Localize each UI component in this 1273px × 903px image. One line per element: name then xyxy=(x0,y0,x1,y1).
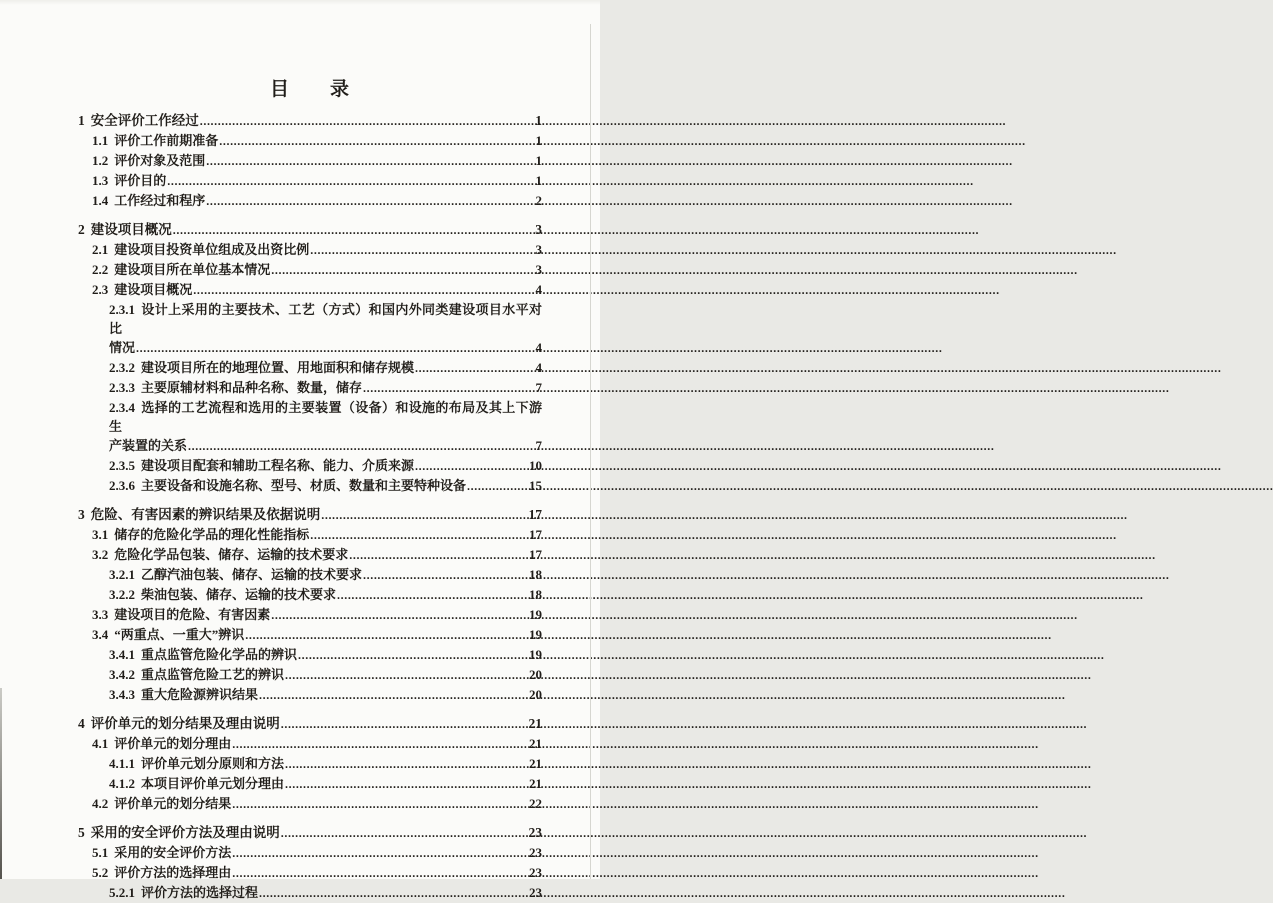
dot-leader xyxy=(167,171,534,191)
toc-entry-number: 2.3 xyxy=(92,282,109,297)
scanned-document-page xyxy=(0,0,600,900)
toc-entry-number: 4 xyxy=(78,716,85,731)
toc-entry-number: 2.3.6 xyxy=(109,478,135,493)
toc-entry-number: 3.2 xyxy=(92,547,109,562)
toc-entry-number: 5 xyxy=(78,825,85,840)
toc-entry-title: 采用的安全评价方法及理由说明 xyxy=(90,825,280,840)
toc-entry xyxy=(78,754,542,774)
toc-page-number: 1 xyxy=(535,113,542,128)
toc-page-number: 4 xyxy=(535,360,542,375)
dot-leader xyxy=(310,240,534,260)
toc-entry-number: 4.1.1 xyxy=(109,756,135,771)
dot-leader xyxy=(206,151,534,171)
toc-entry-number: 3 xyxy=(78,507,85,522)
toc-entry-title: 评价工作前期准备 xyxy=(114,133,219,148)
toc-page-number: 19 xyxy=(529,607,542,622)
toc-entry-number: 1.1 xyxy=(92,133,109,148)
toc-page-number: 7 xyxy=(535,438,542,453)
toc-page-number: 23 xyxy=(529,865,542,880)
toc-entry-number: 5.2.1 xyxy=(109,885,135,900)
toc-page-number: 23 xyxy=(529,845,542,860)
toc-entry-number: 2.1 xyxy=(92,242,109,257)
toc-entry xyxy=(78,111,542,131)
toc-entry-number: 3.4.2 xyxy=(109,667,135,682)
toc-entry xyxy=(78,280,542,300)
scan-edge-left-bottom xyxy=(0,688,2,879)
toc-page-number: 23 xyxy=(529,885,542,900)
toc-entry xyxy=(78,685,542,705)
toc-entry-number: 1.2 xyxy=(92,153,109,168)
toc-entry-title: 建设项目所在的地理位置、用地面积和储存规模 xyxy=(141,360,415,375)
toc-page-number: 17 xyxy=(529,547,542,562)
toc-entry xyxy=(78,151,542,171)
toc-page-number: 1 xyxy=(535,133,542,148)
toc-entry-title: 重大危险源辨识结果 xyxy=(141,687,259,702)
toc-page-number: 2 xyxy=(535,193,542,208)
toc-entry-title: 柴油包装、储存、运输的技术要求 xyxy=(141,587,337,602)
toc-entry xyxy=(78,456,542,476)
dot-leader xyxy=(310,525,528,545)
toc-entry xyxy=(78,625,542,645)
page-title: 目 录 xyxy=(269,79,350,100)
toc-page-number: 7 xyxy=(535,380,542,395)
toc-entry-number: 4.2 xyxy=(92,796,109,811)
dot-leader xyxy=(206,191,534,211)
toc-page-number: 3 xyxy=(535,262,542,277)
dot-leader xyxy=(349,545,528,565)
toc-entry xyxy=(78,883,542,903)
toc-entry-title: 建设项目所在单位基本情况 xyxy=(114,262,271,277)
toc-entry-number: 1 xyxy=(78,113,85,128)
toc-entry-number: 4.1 xyxy=(92,736,109,751)
toc-entry-number: 4.1.2 xyxy=(109,776,135,791)
dot-leader xyxy=(337,585,528,605)
toc-entry-number: 3.1 xyxy=(92,527,109,542)
toc-entry-continuation xyxy=(78,436,542,456)
toc-entry-title: 评价方法的选择过程 xyxy=(141,885,259,900)
toc-entry-number: 2.3.3 xyxy=(109,380,135,395)
toc-entry-title: 采用的安全评价方法 xyxy=(114,845,232,860)
toc-entry-number: 2.3.1 xyxy=(109,302,135,317)
toc-page-number: 19 xyxy=(529,647,542,662)
toc-entry-number: 1.4 xyxy=(92,193,109,208)
toc-entry-title: 评价方法的选择理由 xyxy=(114,865,232,880)
toc-entry-title: 建设项目的危险、有害因素 xyxy=(114,607,271,622)
toc-entry-number: 3.2.2 xyxy=(109,587,135,602)
scan-edge-right xyxy=(590,24,591,879)
toc-page-number: 21 xyxy=(529,776,542,791)
toc-page-number: 15 xyxy=(529,478,542,493)
dot-leader xyxy=(415,456,528,476)
dot-leader xyxy=(232,734,528,754)
toc-entry-title: 设计上采用的主要技术、工艺（方式）和国内外同类建设项目水平对比 xyxy=(109,302,542,336)
toc-entry-title: 评价单元的划分理由 xyxy=(114,736,232,751)
toc-entry-title: 建设项目概况 xyxy=(114,282,193,297)
dot-leader xyxy=(259,685,528,705)
toc-entry xyxy=(78,300,542,338)
dot-leader xyxy=(285,665,528,685)
toc-entry xyxy=(78,605,542,625)
toc-page-number: 18 xyxy=(529,567,542,582)
toc-entry-number: 3.4.1 xyxy=(109,647,135,662)
toc-page-number: 3 xyxy=(535,222,542,237)
toc-page-number: 3 xyxy=(535,242,542,257)
toc-entry-number: 3.4.3 xyxy=(109,687,135,702)
toc-entry-number: 2.3.5 xyxy=(109,458,135,473)
toc-entry-title: 建设项目投资单位组成及出资比例 xyxy=(114,242,310,257)
toc-entry-number: 3.3 xyxy=(92,607,109,622)
dot-leader xyxy=(363,378,534,398)
toc-entry-title: 评价目的 xyxy=(114,173,167,188)
dot-leader xyxy=(321,505,527,525)
toc-entry-number: 3.2.1 xyxy=(109,567,135,582)
toc-entry-number: 1.3 xyxy=(92,173,109,188)
toc-entry-number: 2.3.4 xyxy=(109,400,135,415)
toc-page-number: 10 xyxy=(529,458,542,473)
dot-leader xyxy=(259,883,528,903)
dot-leader xyxy=(363,565,528,585)
toc-page-number: 20 xyxy=(529,667,542,682)
toc-entry-title: 安全评价工作经过 xyxy=(90,113,199,128)
dot-leader xyxy=(271,605,528,625)
toc-entry-title: 评价单元的划分结果 xyxy=(114,796,232,811)
toc-entry-title: 评价对象及范围 xyxy=(114,153,206,168)
toc-entry-title: 危险化学品包装、储存、运输的技术要求 xyxy=(114,547,349,562)
dot-leader xyxy=(200,111,535,131)
toc-entry-title: 重点监管危险工艺的辨识 xyxy=(141,667,285,682)
toc-entry xyxy=(78,774,542,794)
toc-entry-title: “两重点、一重大”辨识 xyxy=(114,627,245,642)
toc-entry xyxy=(78,863,542,883)
toc-entry-title: 建设项目概况 xyxy=(90,222,172,237)
toc-entry xyxy=(78,823,542,843)
dot-leader xyxy=(232,794,528,814)
toc-entry-title-continued: 产装置的关系 xyxy=(109,438,188,453)
dot-leader xyxy=(219,131,534,151)
toc-entry xyxy=(78,260,542,280)
toc-entry xyxy=(78,220,542,240)
dot-leader xyxy=(136,338,534,358)
toc-page-number: 18 xyxy=(529,587,542,602)
toc-entry xyxy=(78,545,542,565)
toc-page-number: 4 xyxy=(535,282,542,297)
dot-leader xyxy=(232,843,528,863)
dot-leader xyxy=(232,863,528,883)
toc-page-number: 17 xyxy=(529,527,542,542)
toc-entry xyxy=(78,665,542,685)
scan-edge-top xyxy=(0,0,600,5)
toc-entry xyxy=(78,131,542,151)
toc-page-number: 19 xyxy=(529,627,542,642)
toc-entry xyxy=(78,714,542,734)
toc-entry xyxy=(78,645,542,665)
toc-list xyxy=(78,111,542,903)
toc-entry xyxy=(78,358,542,378)
dot-leader xyxy=(285,774,528,794)
dot-leader xyxy=(281,714,528,734)
toc-entry-number: 2.2 xyxy=(92,262,109,277)
dot-leader xyxy=(415,358,534,378)
toc-entry-title: 选择的工艺流程和选用的主要装置（设备）和设施的布局及其上下游生 xyxy=(109,400,542,434)
dot-leader xyxy=(467,476,528,496)
toc-page-number: 21 xyxy=(529,756,542,771)
toc-entry xyxy=(78,171,542,191)
toc-entry-title: 评价单元划分原则和方法 xyxy=(141,756,285,771)
toc-entry xyxy=(78,565,542,585)
toc-page-content xyxy=(0,0,600,903)
toc-entry xyxy=(78,240,542,260)
toc-page-number: 23 xyxy=(528,825,542,840)
dot-leader xyxy=(285,754,528,774)
toc-entry xyxy=(78,794,542,814)
toc-entry-number: 2.3.2 xyxy=(109,360,135,375)
toc-entry xyxy=(78,398,542,436)
toc-entry-number: 5.1 xyxy=(92,845,109,860)
toc-page-number: 4 xyxy=(535,340,542,355)
toc-page-number: 21 xyxy=(528,716,542,731)
toc-entry-title: 储存的危险化学品的理化性能指标 xyxy=(114,527,310,542)
toc-entry-title: 主要设备和设施名称、型号、材质、数量和主要特种设备 xyxy=(141,478,467,493)
toc-page-number: 21 xyxy=(529,736,542,751)
toc-entry xyxy=(78,505,542,525)
dot-leader xyxy=(173,220,535,240)
toc-entry-title: 主要原辅材料和品种名称、数量，储存 xyxy=(141,380,363,395)
toc-entry-number: 3.4 xyxy=(92,627,109,642)
toc-entry xyxy=(78,191,542,211)
toc-page-number: 1 xyxy=(535,173,542,188)
toc-entry-number: 2 xyxy=(78,222,85,237)
toc-entry xyxy=(78,378,542,398)
dot-leader xyxy=(281,823,528,843)
toc-page-number: 1 xyxy=(535,153,542,168)
toc-page-number: 20 xyxy=(529,687,542,702)
dot-leader xyxy=(245,625,528,645)
toc-entry xyxy=(78,734,542,754)
dot-leader xyxy=(271,260,534,280)
toc-entry xyxy=(78,525,542,545)
toc-page-number: 22 xyxy=(529,796,542,811)
dot-leader xyxy=(298,645,528,665)
toc-entry-title: 工作经过和程序 xyxy=(114,193,206,208)
toc-entry-title: 评价单元的划分结果及理由说明 xyxy=(90,716,280,731)
toc-entry-title-continued: 情况 xyxy=(109,340,136,355)
toc-entry-title: 危险、有害因素的辨识结果及依据说明 xyxy=(90,507,321,522)
toc-entry-number: 5.2 xyxy=(92,865,109,880)
dot-leader xyxy=(193,280,534,300)
toc-entry xyxy=(78,843,542,863)
toc-entry-title: 乙醇汽油包装、储存、运输的技术要求 xyxy=(141,567,363,582)
toc-entry-continuation xyxy=(78,338,542,358)
toc-page-number: 17 xyxy=(528,507,542,522)
toc-entry-title: 建设项目配套和辅助工程名称、能力、介质来源 xyxy=(141,458,415,473)
toc-entry xyxy=(78,476,542,496)
toc-entry-title: 本项目评价单元划分理由 xyxy=(141,776,285,791)
dot-leader xyxy=(188,436,534,456)
toc-entry xyxy=(78,585,542,605)
toc-entry-title: 重点监管危险化学品的辨识 xyxy=(141,647,298,662)
